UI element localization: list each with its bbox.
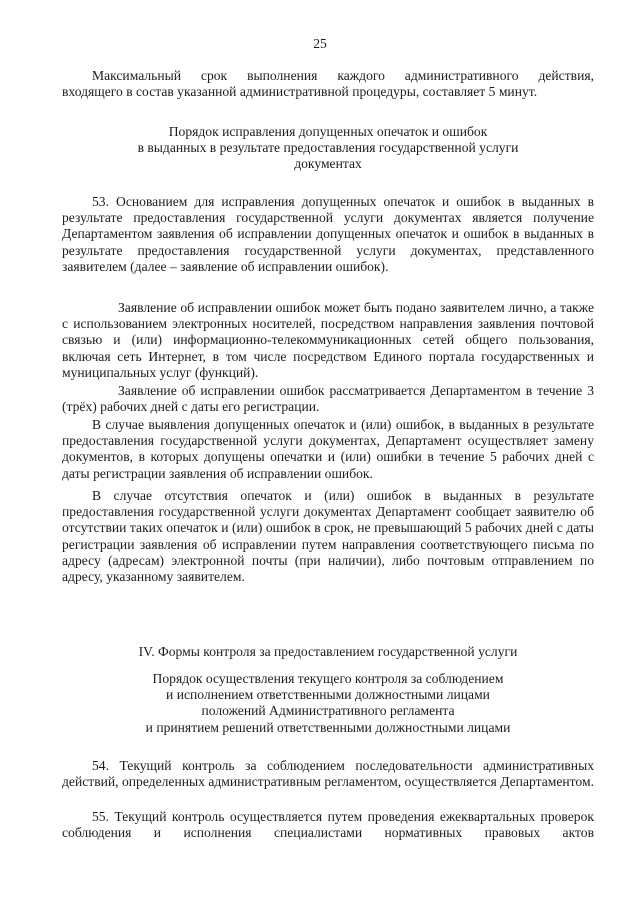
paragraph-review-text: Заявление об исправлении ошибок рассматривается Департаментом в течение 3 (трёх) рабочих дней с даты его регистрации. <box>62 383 594 415</box>
paragraph-55-text: 55. Текущий контроль осуществляется путем проведения ежеквартальных проверок соблюдения и исполнения специалистами нормативных правовых актов <box>62 809 594 841</box>
control-heading-line-4: и принятием решений ответственными должностными лицами <box>145 719 511 735</box>
control-heading-line-1: Порядок осуществления текущего контроля за соблюдением <box>152 671 504 686</box>
section-iv-heading <box>62 644 594 660</box>
paragraph-submission <box>62 300 594 381</box>
paragraph-errors-absent-text: В случае отсутствия опечаток и (или) ошибок в выданных в результате предоставления государственной услуги документах Департамент сообщает заявителю об отсутствии таких опечаток и (или) ошибок в срок, не превышающий 5 рабочих дней с даты регистрации заявления об исправлении путем направления соответствующего письма по адресу (адресам) электронной почты (при наличии), либо почтовым отправлением по адресу, указанному заявителем. <box>62 488 594 585</box>
intro-line-1: Максимальный срок выполнения каждого административного действия, <box>92 68 594 83</box>
section-iv-heading-text: IV. Формы контроля за предоставлением государственной услуги <box>138 644 518 659</box>
paragraph-53 <box>62 194 594 275</box>
paragraph-errors-found <box>62 417 594 482</box>
correction-heading-line-1: Порядок исправления допущенных опечаток и ошибок <box>168 124 488 139</box>
paragraph-submission-text: Заявление об исправлении ошибок может быть подано заявителем лично, а также с использованием электронных носителей, посредством направления заявления почтовой связью и (или) информационно-телекоммуникационных сетей общего пользования, включая сеть Интернет, в том числе посредством Единого портала государственных и муниципальных услуг (функций). <box>62 300 594 380</box>
control-section-heading <box>62 671 594 736</box>
correction-heading-line-3: документах <box>294 156 362 172</box>
control-heading-line-3: положений Административного регламента <box>201 703 455 719</box>
paragraph-errors-absent <box>62 488 594 585</box>
intro-line-2: входящего в состав указанной административной процедуры, составляет 5 минут. <box>62 84 538 100</box>
paragraph-54-text: 54. Текущий контроль за соблюдением последовательности административных действий, определенных административным регламентом, осуществляется Департаментом. <box>62 758 594 790</box>
control-heading-line-2: и исполнением ответственными должностными лицами <box>166 687 490 703</box>
paragraph-errors-found-text: В случае выявления допущенных опечаток и (или) ошибок, в выданных в результате предоставления государственной услуги документах, Департамент осуществляет замену документов, в которых допущены опечатки и (или) ошибки в течение 5 рабочих дней с даты регистрации заявления об исправлении ошибок. <box>62 417 594 481</box>
correction-heading-line-2: в выданных в результате предоставления государственной услуги <box>137 140 519 156</box>
paragraph-review <box>62 383 594 415</box>
paragraph-53-text: 53. Основанием для исправления допущенных опечаток и ошибок в выданных в результате предоставления государственной услуги документах является получение Департаментом заявления об исправлении допущенных опечаток и ошибок в выданных в результате предоставления государственной услуги документах, представленного заявителем (далее – заявление об исправлении ошибок). <box>62 194 594 274</box>
intro-paragraph <box>62 68 594 100</box>
paragraph-54 <box>62 758 594 790</box>
correction-section-heading <box>62 124 594 173</box>
page-number: 25 <box>313 36 327 51</box>
paragraph-55 <box>62 809 594 841</box>
